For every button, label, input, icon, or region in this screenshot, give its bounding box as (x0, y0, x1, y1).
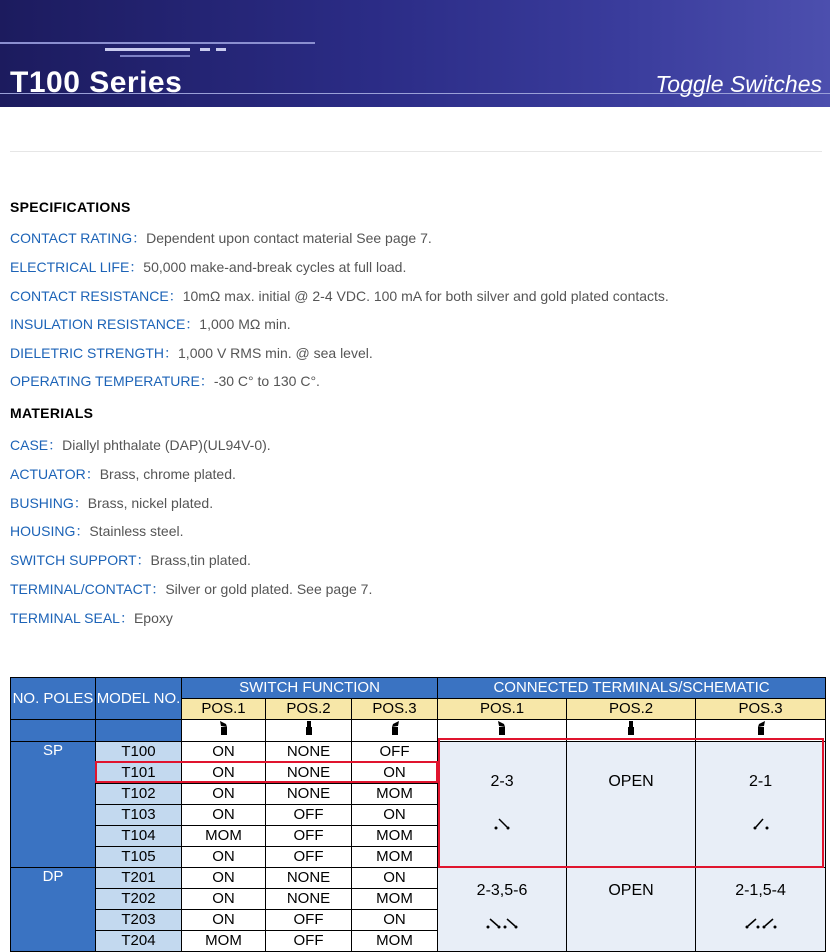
highlight-sp-terminals (438, 738, 824, 868)
page-title: T100 Series (10, 66, 183, 99)
spec-item (10, 286, 669, 306)
model-cell: T100 (96, 742, 182, 763)
section-divider (10, 151, 822, 152)
term-value: 2-1,5-4 (735, 882, 786, 899)
spec-value: 50,000 make-and-break cycles at full load. (143, 259, 407, 275)
pos1-cell: ON (182, 784, 266, 805)
pos1-cell: ON (182, 805, 266, 826)
header-pos3: POS.3 (352, 699, 438, 720)
spec-value: Dependent upon contact material See page 7. (146, 230, 432, 246)
pos1-cell: ON (182, 889, 266, 910)
spec-value: -30 C° to 130 C°. (213, 373, 320, 389)
dp-term-pos2 (567, 868, 696, 952)
poles-dp: DP (11, 868, 96, 952)
term-value: 2-1 (748, 773, 773, 790)
dp-term-pos3 (696, 868, 826, 952)
term-value: OPEN (608, 882, 654, 899)
material-label: TERMINAL/CONTACT： (10, 581, 166, 597)
material-item (10, 608, 173, 628)
pos2-cell: OFF (266, 826, 352, 847)
material-value: Brass, chrome plated. (99, 466, 236, 482)
material-label: TERMINAL SEAL： (10, 610, 134, 626)
blank-cell (96, 720, 182, 742)
header-term-pos3: POS.3 (696, 699, 826, 720)
spec-item (10, 343, 373, 363)
pos2-cell: OFF (266, 931, 352, 952)
model-cell: T201 (96, 868, 182, 889)
banner-decor-line (120, 55, 190, 57)
header-switch-function: SWITCH FUNCTION (182, 678, 438, 699)
term-value: OPEN (608, 773, 654, 790)
model-cell: T202 (96, 889, 182, 910)
spec-value: 10mΩ max. initial @ 2-4 VDC. 100 mA for both silver and gold plated contacts. (182, 288, 669, 304)
spec-label: INSULATION RESISTANCE： (10, 316, 200, 332)
banner-decor-dash (200, 48, 210, 51)
pos1-cell: ON (182, 742, 266, 763)
pos2-cell: NONE (266, 868, 352, 889)
pos2-cell: NONE (266, 742, 352, 763)
material-value: Diallyl phthalate (DAP)(UL94V-0). (62, 437, 271, 453)
spec-label: ELECTRICAL LIFE： (10, 259, 144, 275)
pos3-cell: ON (352, 805, 438, 826)
header-term-pos1: POS.1 (438, 699, 567, 720)
pos3-cell: MOM (352, 889, 438, 910)
spec-item (10, 228, 432, 248)
model-cell: T102 (96, 784, 182, 805)
materials-heading: MATERIALS (10, 405, 94, 421)
pos1-cell: ON (182, 847, 266, 868)
term-value: 2-3 (490, 773, 514, 790)
material-value: Brass, nickel plated. (87, 495, 214, 511)
material-value: Brass,tin plated. (150, 552, 251, 568)
spec-item (10, 314, 291, 334)
pos2-cell: OFF (266, 847, 352, 868)
spec-value: 1,000 V RMS min. @ sea level. (178, 345, 373, 361)
dp-term-pos1 (438, 868, 567, 952)
pos2-cell: NONE (266, 889, 352, 910)
spec-item (10, 371, 320, 391)
header-connected-terminals: CONNECTED TERMINALS/SCHEMATIC (438, 678, 826, 699)
material-value: Silver or gold plated. See page 7. (165, 581, 373, 597)
spec-item (10, 257, 406, 277)
switch-schematic-icon (438, 916, 566, 935)
model-cell: T204 (96, 931, 182, 952)
material-label: CASE： (10, 437, 63, 453)
material-label: BUSHING： (10, 495, 88, 511)
pos3-cell: ON (352, 868, 438, 889)
spec-value: 1,000 MΩ min. (199, 316, 291, 332)
model-cell: T203 (96, 910, 182, 931)
pos1-cell: MOM (182, 931, 266, 952)
term-value: 2-3,5-6 (476, 882, 528, 899)
header-term-pos2: POS.2 (567, 699, 696, 720)
page-banner (0, 0, 830, 107)
pos3-cell: MOM (352, 826, 438, 847)
spec-label: CONTACT RESISTANCE： (10, 288, 183, 304)
material-item (10, 435, 271, 455)
pos1-cell: ON (182, 868, 266, 889)
pos3-cell: MOM (352, 784, 438, 805)
page-subtitle: Toggle Switches (655, 71, 822, 97)
blank-cell (11, 720, 96, 742)
material-item (10, 464, 236, 484)
specifications-heading: SPECIFICATIONS (10, 199, 131, 215)
pos3-cell: MOM (352, 931, 438, 952)
model-cell: T104 (96, 826, 182, 847)
spec-label: OPERATING TEMPERATURE： (10, 373, 214, 389)
pos3-cell: MOM (352, 847, 438, 868)
banner-decor-line (105, 48, 190, 51)
material-label: ACTUATOR： (10, 466, 100, 482)
material-item (10, 550, 251, 570)
model-cell: T101 (96, 763, 182, 784)
banner-decor-dash (216, 48, 226, 51)
switch-schematic-icon (696, 916, 825, 935)
header-no-poles: NO. POLES (11, 678, 96, 720)
pos3-cell: ON (352, 910, 438, 931)
header-pos1: POS.1 (182, 699, 266, 720)
pos2-cell: NONE (266, 763, 352, 784)
pos1-cell: ON (182, 910, 266, 931)
pos2-cell: OFF (266, 910, 352, 931)
material-item (10, 493, 213, 513)
toggle-lever-icon (352, 720, 438, 742)
pos2-cell: NONE (266, 784, 352, 805)
highlight-row-t101 (95, 761, 438, 783)
poles-sp: SP (11, 742, 96, 868)
pos3-cell: OFF (352, 742, 438, 763)
spec-label: CONTACT RATING： (10, 230, 147, 246)
material-value: Stainless steel. (89, 523, 184, 539)
pos1-cell: MOM (182, 826, 266, 847)
material-item (10, 521, 184, 541)
pos2-cell: OFF (266, 805, 352, 826)
model-cell: T103 (96, 805, 182, 826)
header-pos2: POS.2 (266, 699, 352, 720)
model-cell: T105 (96, 847, 182, 868)
material-label: SWITCH SUPPORT： (10, 552, 151, 568)
spec-label: DIELETRIC STRENGTH： (10, 345, 179, 361)
pos1-cell: ON (182, 763, 266, 784)
header-model-no: MODEL NO. (96, 678, 182, 720)
toggle-lever-icon (182, 720, 266, 742)
toggle-lever-icon (266, 720, 352, 742)
banner-decor-line (0, 42, 315, 44)
material-label: HOUSING： (10, 523, 90, 539)
material-value: Epoxy (133, 610, 173, 626)
pos3-cell: ON (352, 763, 438, 784)
material-item (10, 579, 372, 599)
